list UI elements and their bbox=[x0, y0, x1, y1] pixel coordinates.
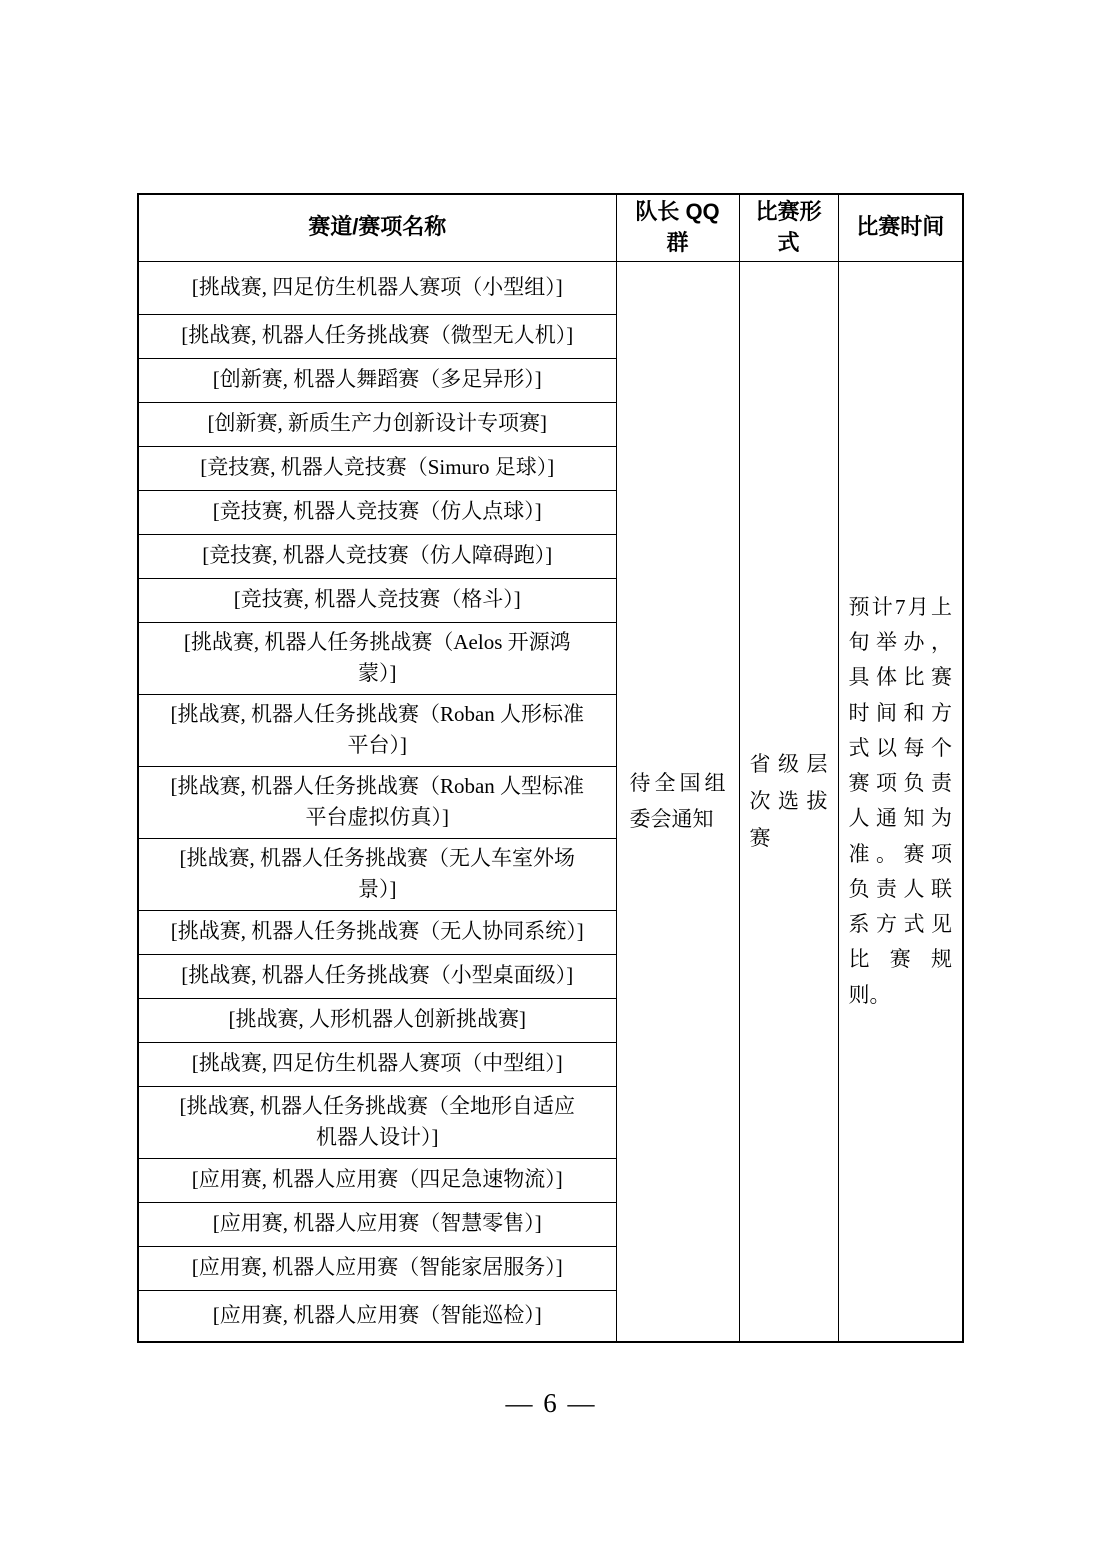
column-header-competition-format: 比赛形式 bbox=[739, 194, 838, 261]
column-header-event-name: 赛道/赛项名称 bbox=[138, 194, 616, 261]
event-name-text: [挑战赛, 机器人任务挑战赛（无人车室外场景）] bbox=[179, 845, 575, 902]
event-name-cell: [挑战赛, 四足仿生机器人赛项（小型组）] bbox=[138, 261, 616, 314]
event-name-cell: [挑战赛, 人形机器人创新挑战赛] bbox=[138, 998, 616, 1042]
event-name-cell: [创新赛, 机器人舞蹈赛（多足异形）] bbox=[138, 358, 616, 402]
event-name-cell: [应用赛, 机器人应用赛（智能巡检）] bbox=[138, 1290, 616, 1342]
event-name-cell: [挑战赛, 机器人任务挑战赛（微型无人机）] bbox=[138, 314, 616, 358]
event-name-cell: [竞技赛, 机器人竞技赛（格斗）] bbox=[138, 578, 616, 622]
competition-schedule-table bbox=[137, 193, 964, 1343]
event-name-cell: [应用赛, 机器人应用赛（四足急速物流）] bbox=[138, 1158, 616, 1202]
event-name-text: [挑战赛, 机器人任务挑战赛（全地形自适应机器人设计）] bbox=[179, 1093, 575, 1150]
event-name-cell: [竞技赛, 机器人竞技赛（Simuro 足球）] bbox=[138, 446, 616, 490]
event-name-cell: [应用赛, 机器人应用赛（智能家居服务）] bbox=[138, 1246, 616, 1290]
event-name-cell: [挑战赛, 四足仿生机器人赛项（中型组）] bbox=[138, 1042, 616, 1086]
table-header-row bbox=[138, 194, 963, 261]
event-name-cell: [挑战赛, 机器人任务挑战赛（小型桌面级）] bbox=[138, 954, 616, 998]
competition-time-cell: 预计7月上旬举办，具体比赛时间和方式以每个赛项负责人通知为准。赛项负责人联系方式见比赛规则。 bbox=[838, 261, 963, 1342]
event-name-cell bbox=[138, 1086, 616, 1158]
qq-group-cell: 待全国组委会通知 bbox=[616, 261, 739, 1342]
event-name-cell: [挑战赛, 机器人任务挑战赛（无人协同系统）] bbox=[138, 910, 616, 954]
column-header-captain-qq-group: 队长 QQ 群 bbox=[616, 194, 739, 261]
event-name-text: [挑战赛, 机器人任务挑战赛（Aelos 开源鸿蒙）] bbox=[183, 629, 571, 686]
event-name-cell bbox=[138, 838, 616, 910]
event-name-cell: [创新赛, 新质生产力创新设计专项赛] bbox=[138, 402, 616, 446]
event-name-cell bbox=[138, 694, 616, 766]
page-number: — 6 — bbox=[505, 1388, 597, 1418]
event-name-cell bbox=[138, 766, 616, 838]
column-header-competition-time: 比赛时间 bbox=[838, 194, 963, 261]
event-name-cell: [竞技赛, 机器人竞技赛（仿人障碍跑）] bbox=[138, 534, 616, 578]
event-name-cell bbox=[138, 622, 616, 694]
event-name-text: [挑战赛, 机器人任务挑战赛（Roban 人形标准平台）] bbox=[170, 701, 585, 758]
event-name-cell: [应用赛, 机器人应用赛（智慧零售）] bbox=[138, 1202, 616, 1246]
event-name-text: [挑战赛, 机器人任务挑战赛（Roban 人型标准平台虚拟仿真）] bbox=[170, 773, 585, 830]
competition-format-cell: 省级层次选拔赛 bbox=[739, 261, 838, 1342]
table-row bbox=[138, 261, 963, 314]
event-name-cell: [竞技赛, 机器人竞技赛（仿人点球）] bbox=[138, 490, 616, 534]
